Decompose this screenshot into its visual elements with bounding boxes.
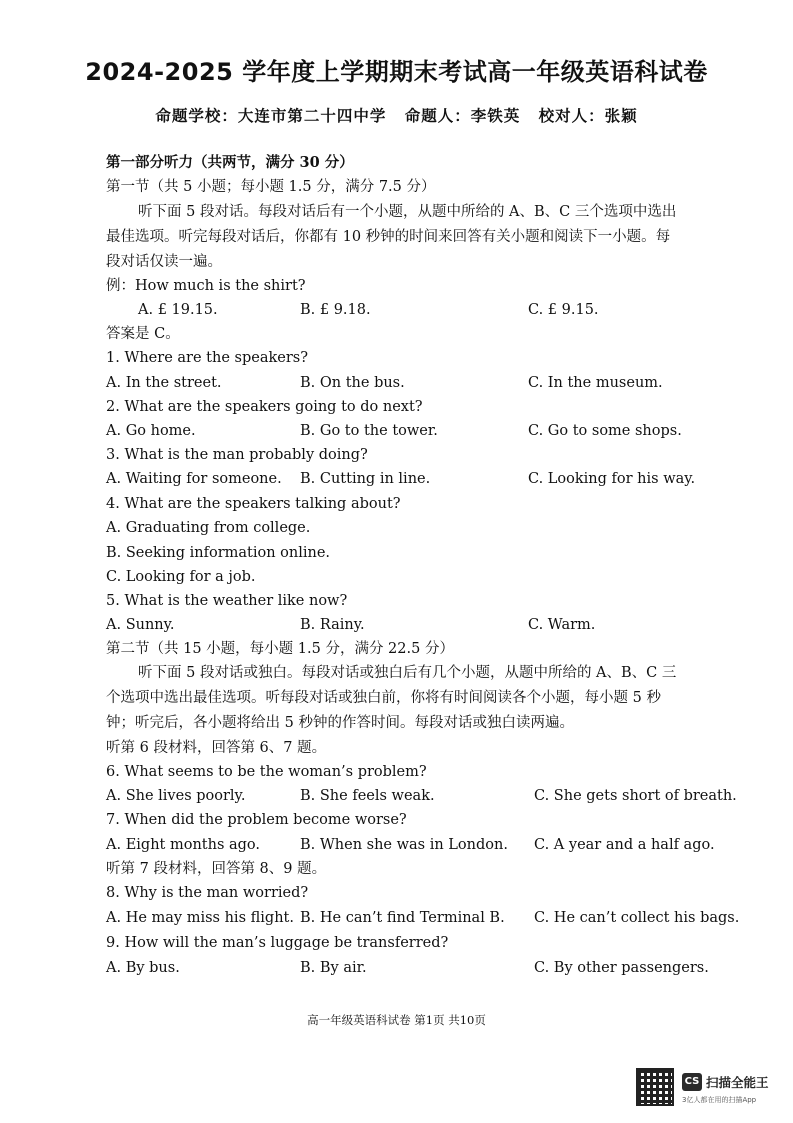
question-8-option-a: A. He may miss his flight. [106, 910, 294, 926]
exam-title: 2024-2025 学年度上学期期末考试高一年级英语科试卷 [85, 58, 708, 86]
example-option-b: B. £ 9.18. [300, 302, 371, 318]
section2-heading: 第二节（共 15 小题，每小题 1.5 分，满分 22.5 分） [106, 641, 454, 657]
material-6-instruction: 听第 6 段材料，回答第 6、7 题。 [106, 740, 327, 756]
example-answer: 答案是 C。 [106, 326, 180, 342]
question-7-option-a: A. Eight months ago. [106, 837, 261, 853]
question-6-option-c: C. She gets short of breath. [534, 788, 737, 804]
qr-code-icon [636, 1068, 674, 1106]
exam-subtitle [0, 104, 793, 126]
proofreader-label: 校对人：张颖 [538, 107, 638, 125]
camscanner-tagline: 3亿人都在用的扫描App [682, 1096, 757, 1104]
question-2: 2. What are the speakers going to do next? [106, 399, 423, 415]
question-3: 3. What is the man probably doing? [106, 447, 368, 463]
material-7-instruction: 听第 7 段材料，回答第 8、9 题。 [106, 861, 327, 877]
question-6: 6. What seems to be the woman’s problem? [106, 764, 427, 780]
question-8-option-b: B. He can’t find Terminal B. [300, 910, 505, 926]
question-4: 4. What are the speakers talking about? [106, 496, 401, 512]
question-1-option-b: B. On the bus. [300, 375, 405, 391]
question-4-option-c: C. Looking for a job. [106, 569, 256, 585]
question-5: 5. What is the weather like now? [106, 593, 348, 609]
section2-instruction-line1: 听下面 5 段对话或独白。每段对话或独白后有几个小题，从题中所给的 A、B、C 三 [138, 665, 677, 681]
camscanner-name: 扫描全能王 [706, 1075, 769, 1090]
question-5-option-b: B. Rainy. [300, 617, 365, 633]
section1-heading: 第一节（共 5 小题；每小题 1.5 分，满分 7.5 分） [106, 179, 436, 195]
question-1-option-a: A. In the street. [106, 375, 222, 391]
question-2-option-c: C. Go to some shops. [528, 423, 682, 439]
question-1-option-c: C. In the museum. [528, 375, 663, 391]
part1-heading: 第一部分听力（共两节，满分 30 分） [106, 154, 354, 171]
section1-instruction-line1: 听下面 5 段对话。每段对话后有一个小题，从题中所给的 A、B、C 三个选项中选出 [138, 204, 677, 220]
page-footer: 高一年级英语科试卷 第1页 共10页 [307, 1013, 486, 1027]
question-6-option-a: A. She lives poorly. [106, 788, 246, 804]
question-3-option-c: C. Looking for his way. [528, 471, 696, 487]
question-9-option-a: A. By bus. [106, 960, 180, 976]
school-label: 命题学校：大连市第二十四中学 [155, 107, 387, 125]
example-option-c: C. £ 9.15. [528, 302, 599, 318]
question-3-option-a: A. Waiting for someone. [106, 471, 282, 487]
question-7-option-b: B. When she was in London. [300, 837, 508, 853]
question-1: 1. Where are the speakers? [106, 350, 308, 366]
question-9: 9. How will the man’s luggage be transferred? [106, 935, 449, 951]
question-2-option-a: A. Go home. [106, 423, 196, 439]
question-8: 8. Why is the man worried? [106, 885, 309, 901]
question-7-option-c: C. A year and a half ago. [534, 837, 715, 853]
section1-instruction-line3: 段对话仅读一遍。 [106, 254, 222, 270]
question-2-option-b: B. Go to the tower. [300, 423, 438, 439]
question-4-option-b: B. Seeking information online. [106, 545, 331, 561]
question-6-option-b: B. She feels weak. [300, 788, 435, 804]
section2-instruction-line3: 钟；听完后，各小题将给出 5 秒钟的作答时间。每段对话或独白读两遍。 [106, 715, 574, 731]
question-4-option-a: A. Graduating from college. [106, 520, 311, 536]
question-7: 7. When did the problem become worse? [106, 812, 407, 828]
question-3-option-b: B. Cutting in line. [300, 471, 431, 487]
author-label: 命题人：李铁英 [404, 107, 521, 125]
section2-instruction-line2: 个选项中选出最佳选项。听每段对话或独白前，你将有时间阅读各个小题，每小题 5 秒 [106, 690, 661, 706]
example-question: 例：How much is the shirt? [106, 278, 306, 294]
camscanner-logo-icon: CS [682, 1073, 702, 1091]
question-9-option-b: B. By air. [300, 960, 367, 976]
question-5-option-a: A. Sunny. [106, 617, 175, 633]
section1-instruction-line2: 最佳选项。听完每段对话后，你都有 10 秒钟的时间来回答有关小题和阅读下一小题。每 [106, 229, 671, 245]
example-option-a: A. £ 19.15. [138, 302, 218, 318]
question-8-option-c: C. He can’t collect his bags. [534, 910, 740, 926]
question-5-option-c: C. Warm. [528, 617, 596, 633]
question-9-option-c: C. By other passengers. [534, 960, 709, 976]
